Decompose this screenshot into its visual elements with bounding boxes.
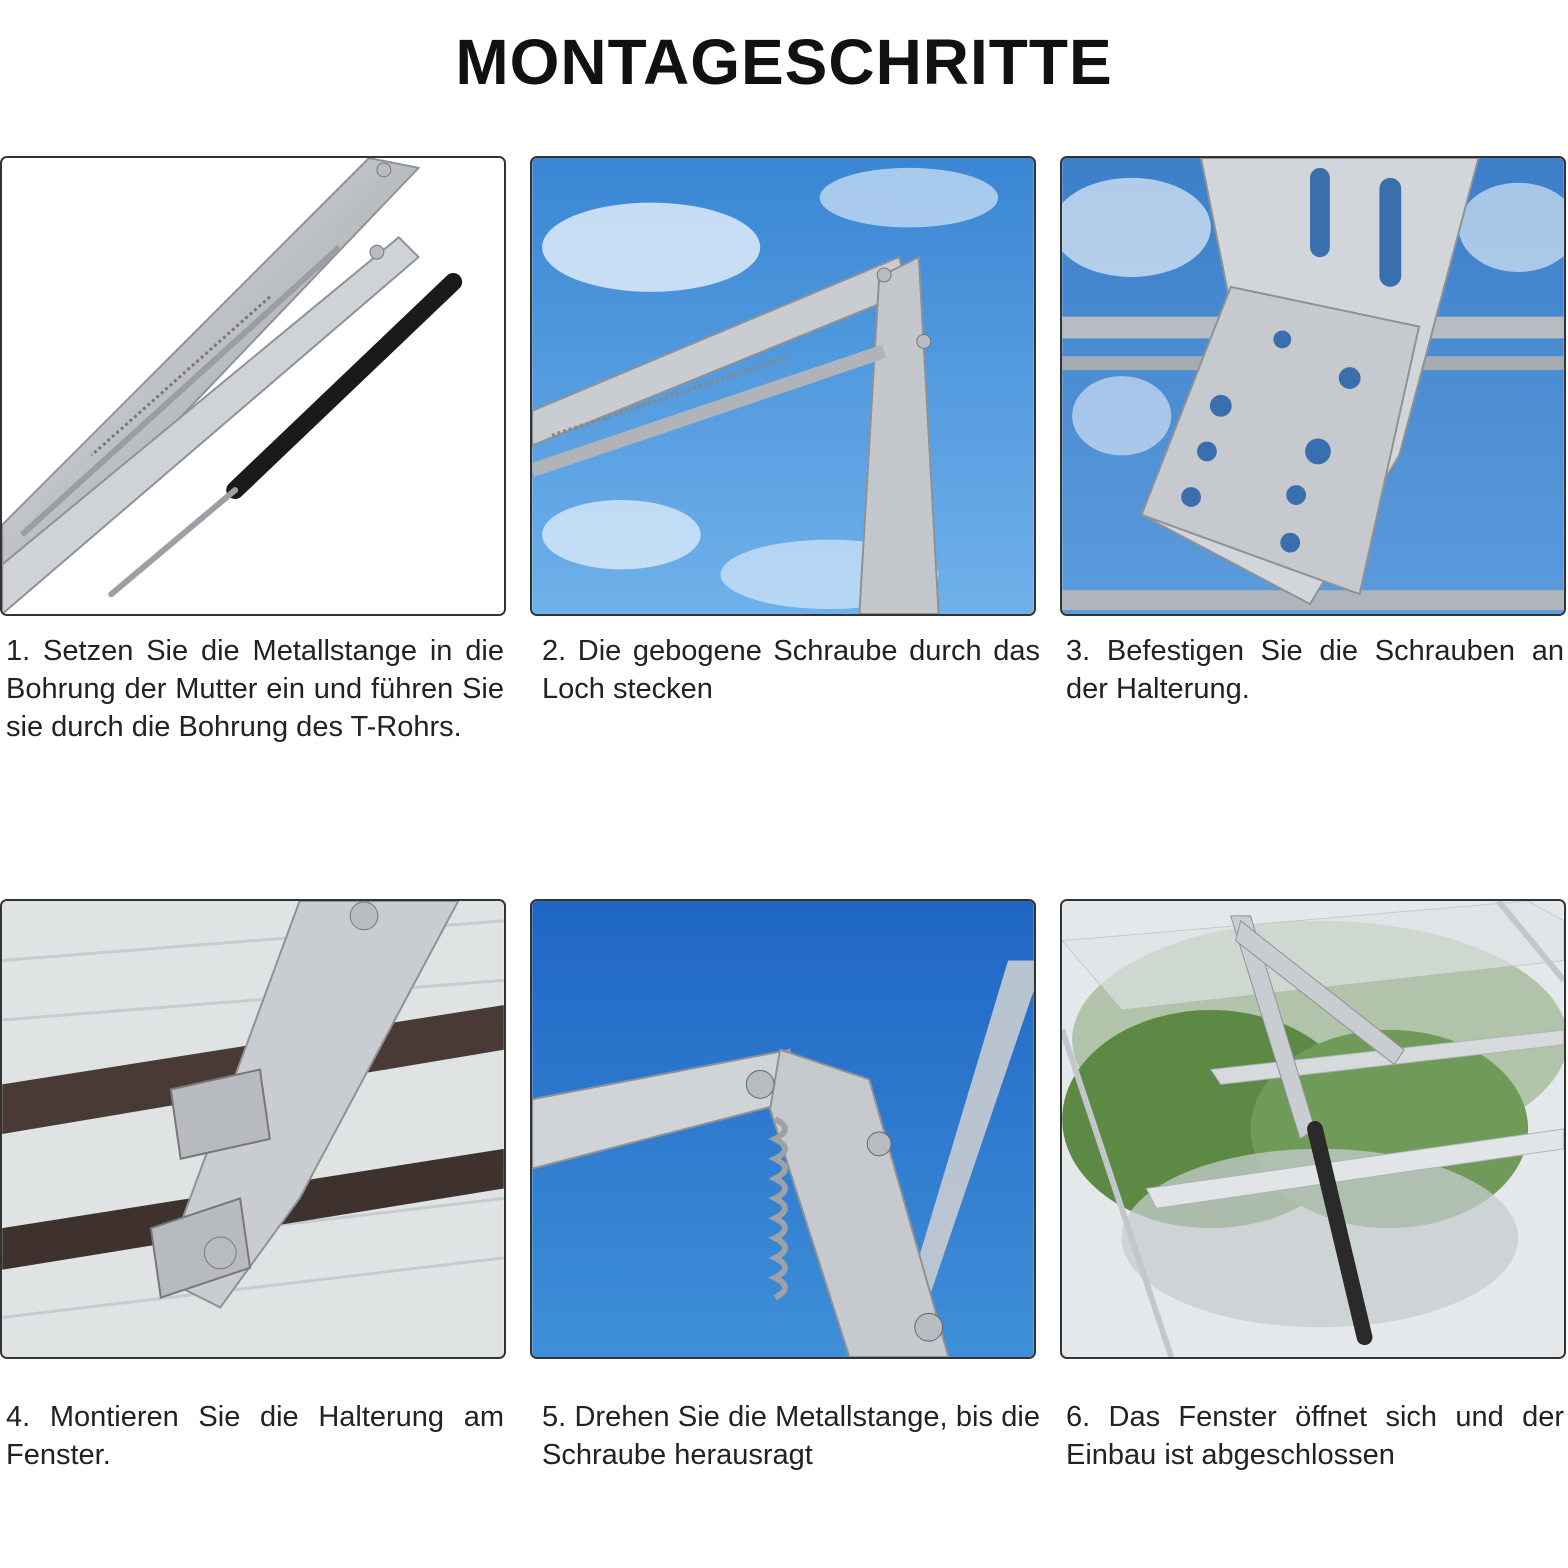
step-6-image [1060,899,1566,1359]
page-title: MONTAGESCHRITTE [455,26,1113,98]
step-1-caption: 1. Setzen Sie die Metallstange in die Bohrung der Mutter ein und führen Sie sie durch die Bohrung des T-Rohrs. [6,635,504,743]
step-2-caption: 2. Die gebogene Schraube durch das Loch stecken [542,635,1040,705]
step-4-caption: 4. Montieren Sie die Halterung am Fenster. [6,1401,504,1471]
step-6-caption: 6. Das Fenster öffnet sich und der Einbau ist abgeschlossen [1066,1401,1564,1471]
step-3-image [1060,156,1566,616]
step-4-image [0,899,506,1359]
step-1-image [0,156,506,616]
step-5-caption: 5. Drehen Sie die Metallstange, bis die Schraube herausragt [542,1401,1040,1471]
step-2-image [530,156,1036,616]
step-5-image [530,899,1036,1359]
step-3-caption: 3. Befestigen Sie die Schrauben an der Halterung. [1066,635,1564,705]
